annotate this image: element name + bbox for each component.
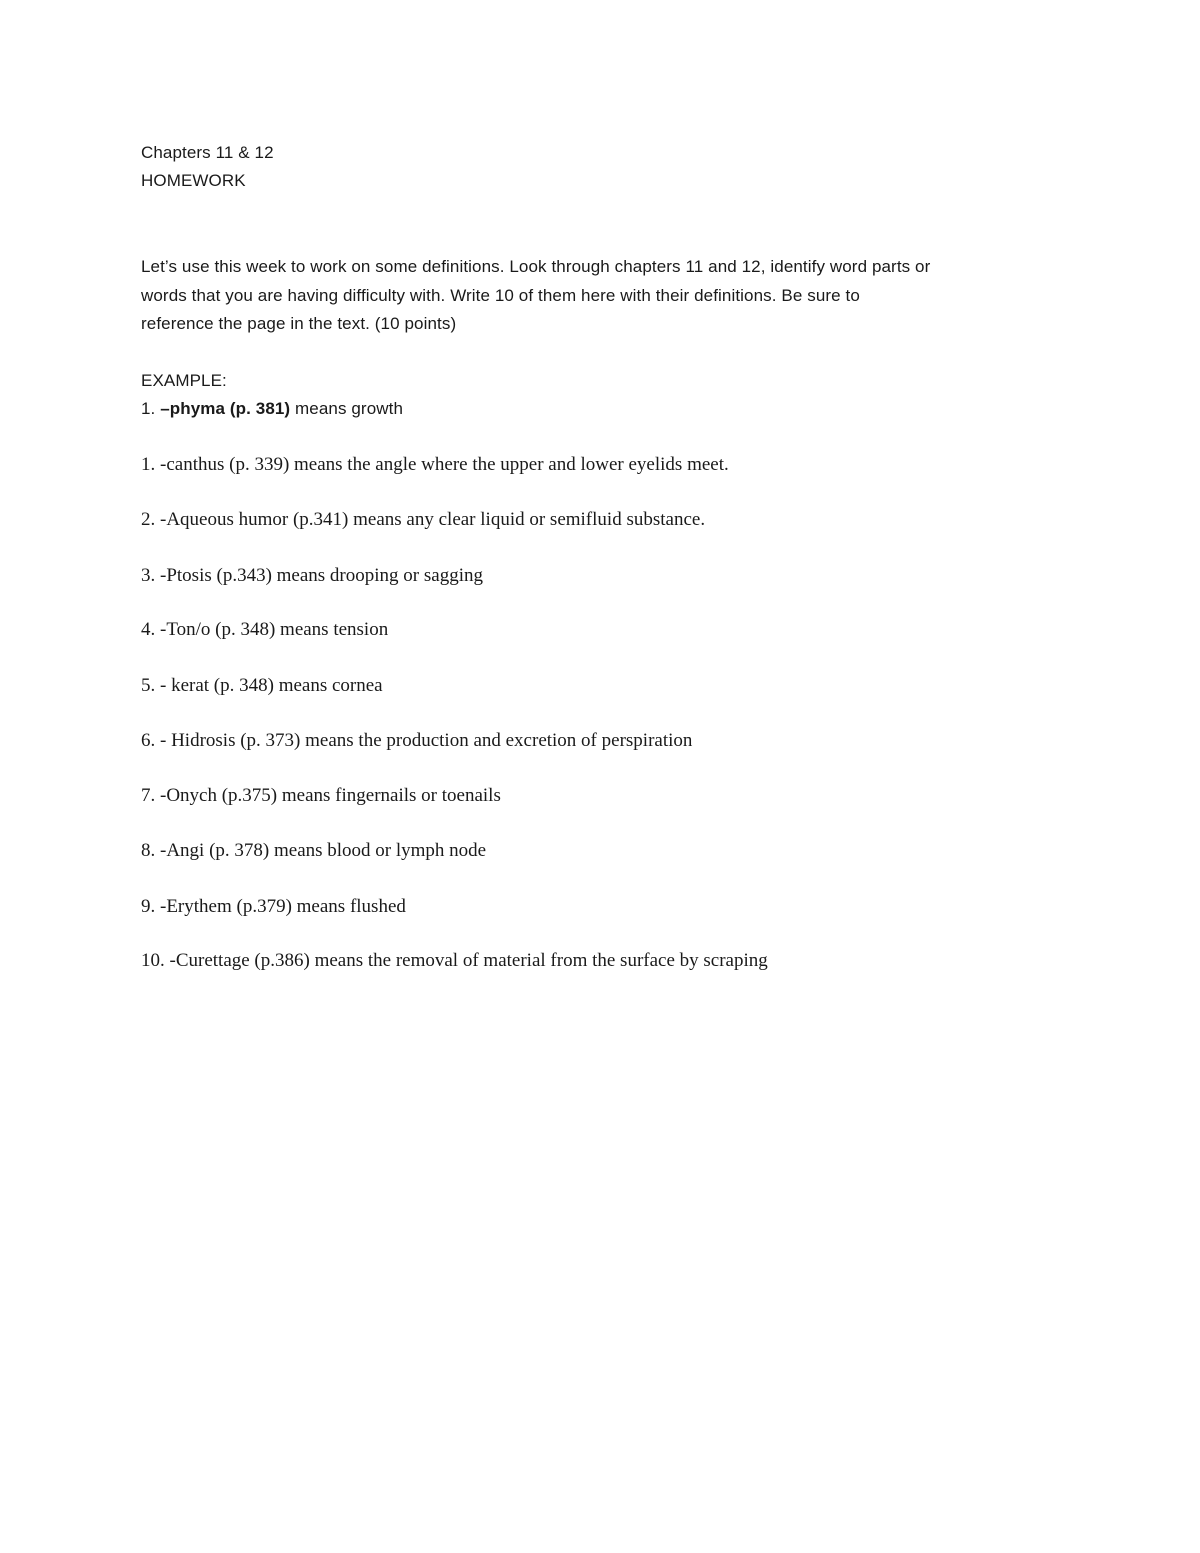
definition-item-8: 8. -Angi (p. 378) means blood or lymph node [141,840,487,861]
definition-item-3: 3. -Ptosis (p.343) means drooping or sagging [141,565,483,586]
definition-item-6: 6. - Hidrosis (p. 373) means the production and excretion of perspiration [141,730,693,751]
example-line [141,399,403,419]
example-number: 1. [141,399,161,418]
definition-item-9: 9. -Erythem (p.379) means flushed [141,896,406,917]
definition-item-10: 10. -Curettage (p.386) means the removal of material from the surface by scraping [141,950,768,971]
instructions-line-2: words that you are having difficulty with. Write 10 of them here with their definitions. Be sure to [141,286,860,305]
homework-heading: HOMEWORK [141,171,246,190]
definition-item-7: 7. -Onych (p.375) means fingernails or toenails [141,785,501,806]
definition-item-1: 1. -canthus (p. 339) means the angle where the upper and lower eyelids meet. [141,454,729,475]
example-definition: means growth [290,399,403,418]
instructions-line-3: reference the page in the text. (10 points) [141,314,457,333]
example-term: –phyma (p. 381) [160,399,291,418]
definition-item-5: 5. - kerat (p. 348) means cornea [141,675,383,696]
chapters-heading: Chapters 11 & 12 [141,143,274,162]
definition-item-4: 4. -Ton/o (p. 348) means tension [141,619,389,640]
instructions-line-1: Let’s use this week to work on some definitions. Look through chapters 11 and 12, identify word parts or [141,257,931,276]
definition-item-2: 2. -Aqueous humor (p.341) means any clear liquid or semifluid substance. [141,509,706,530]
example-label: EXAMPLE: [141,371,227,390]
